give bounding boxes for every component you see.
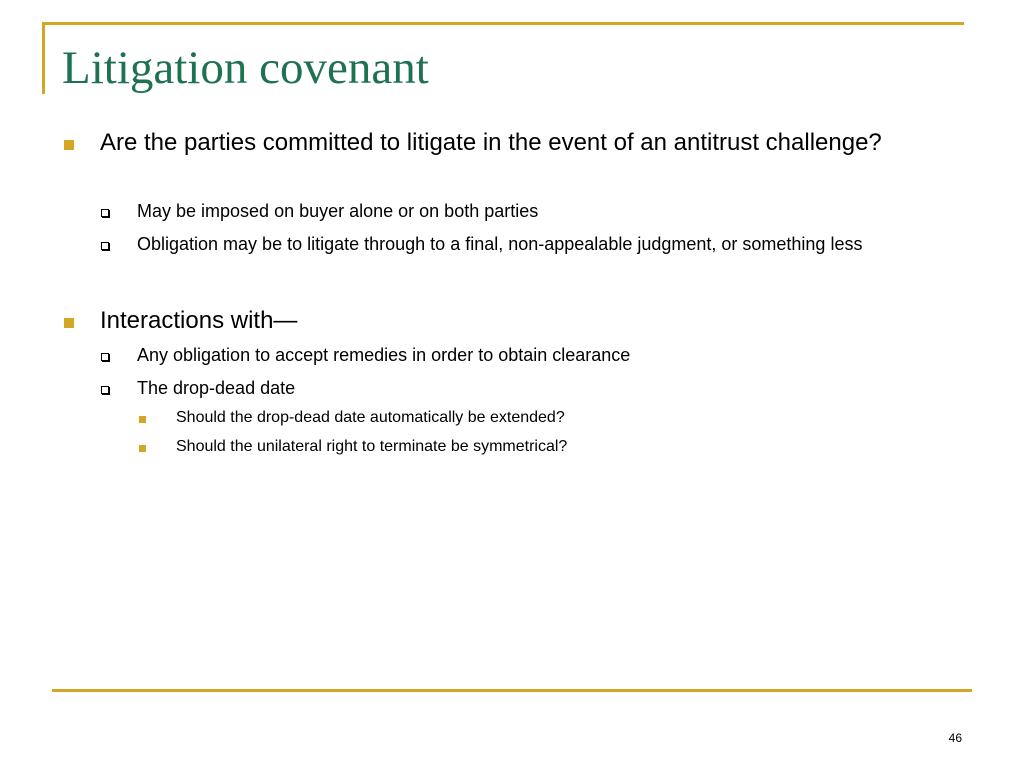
gold-square-bullet-icon bbox=[139, 445, 146, 452]
hollow-square-bullet-icon bbox=[101, 386, 109, 394]
bullet-item-1: Are the parties committed to litigate in the event of an antitrust challenge? bbox=[100, 129, 882, 156]
gold-square-bullet-icon bbox=[64, 140, 74, 150]
page-number: 46 bbox=[948, 731, 962, 745]
gold-square-bullet-icon bbox=[139, 416, 146, 423]
bullet-item-2: Interactions with— bbox=[100, 307, 298, 334]
hollow-square-bullet-icon bbox=[101, 242, 109, 250]
sub-bullet-item-1-1: May be imposed on buyer alone or on both parties bbox=[137, 201, 539, 221]
slide-title: Litigation covenant bbox=[62, 42, 429, 94]
gold-square-bullet-icon bbox=[64, 318, 74, 328]
sub-bullet-item-2-2: The drop-dead date bbox=[137, 378, 296, 398]
hollow-square-bullet-icon bbox=[101, 353, 109, 361]
sub-bullet-item-1-2: Obligation may be to litigate through to a final, non-appealable judgment, or something less bbox=[137, 234, 863, 254]
hollow-square-bullet-icon bbox=[101, 209, 109, 217]
sub-sub-bullet-item-2-2-1: Should the drop-dead date automatically be extended? bbox=[176, 409, 565, 426]
footer-rule bbox=[52, 689, 972, 692]
sub-sub-bullet-item-2-2-2: Should the unilateral right to terminate be symmetrical? bbox=[176, 438, 568, 455]
sub-bullet-item-2-1: Any obligation to accept remedies in order to obtain clearance bbox=[137, 345, 631, 365]
